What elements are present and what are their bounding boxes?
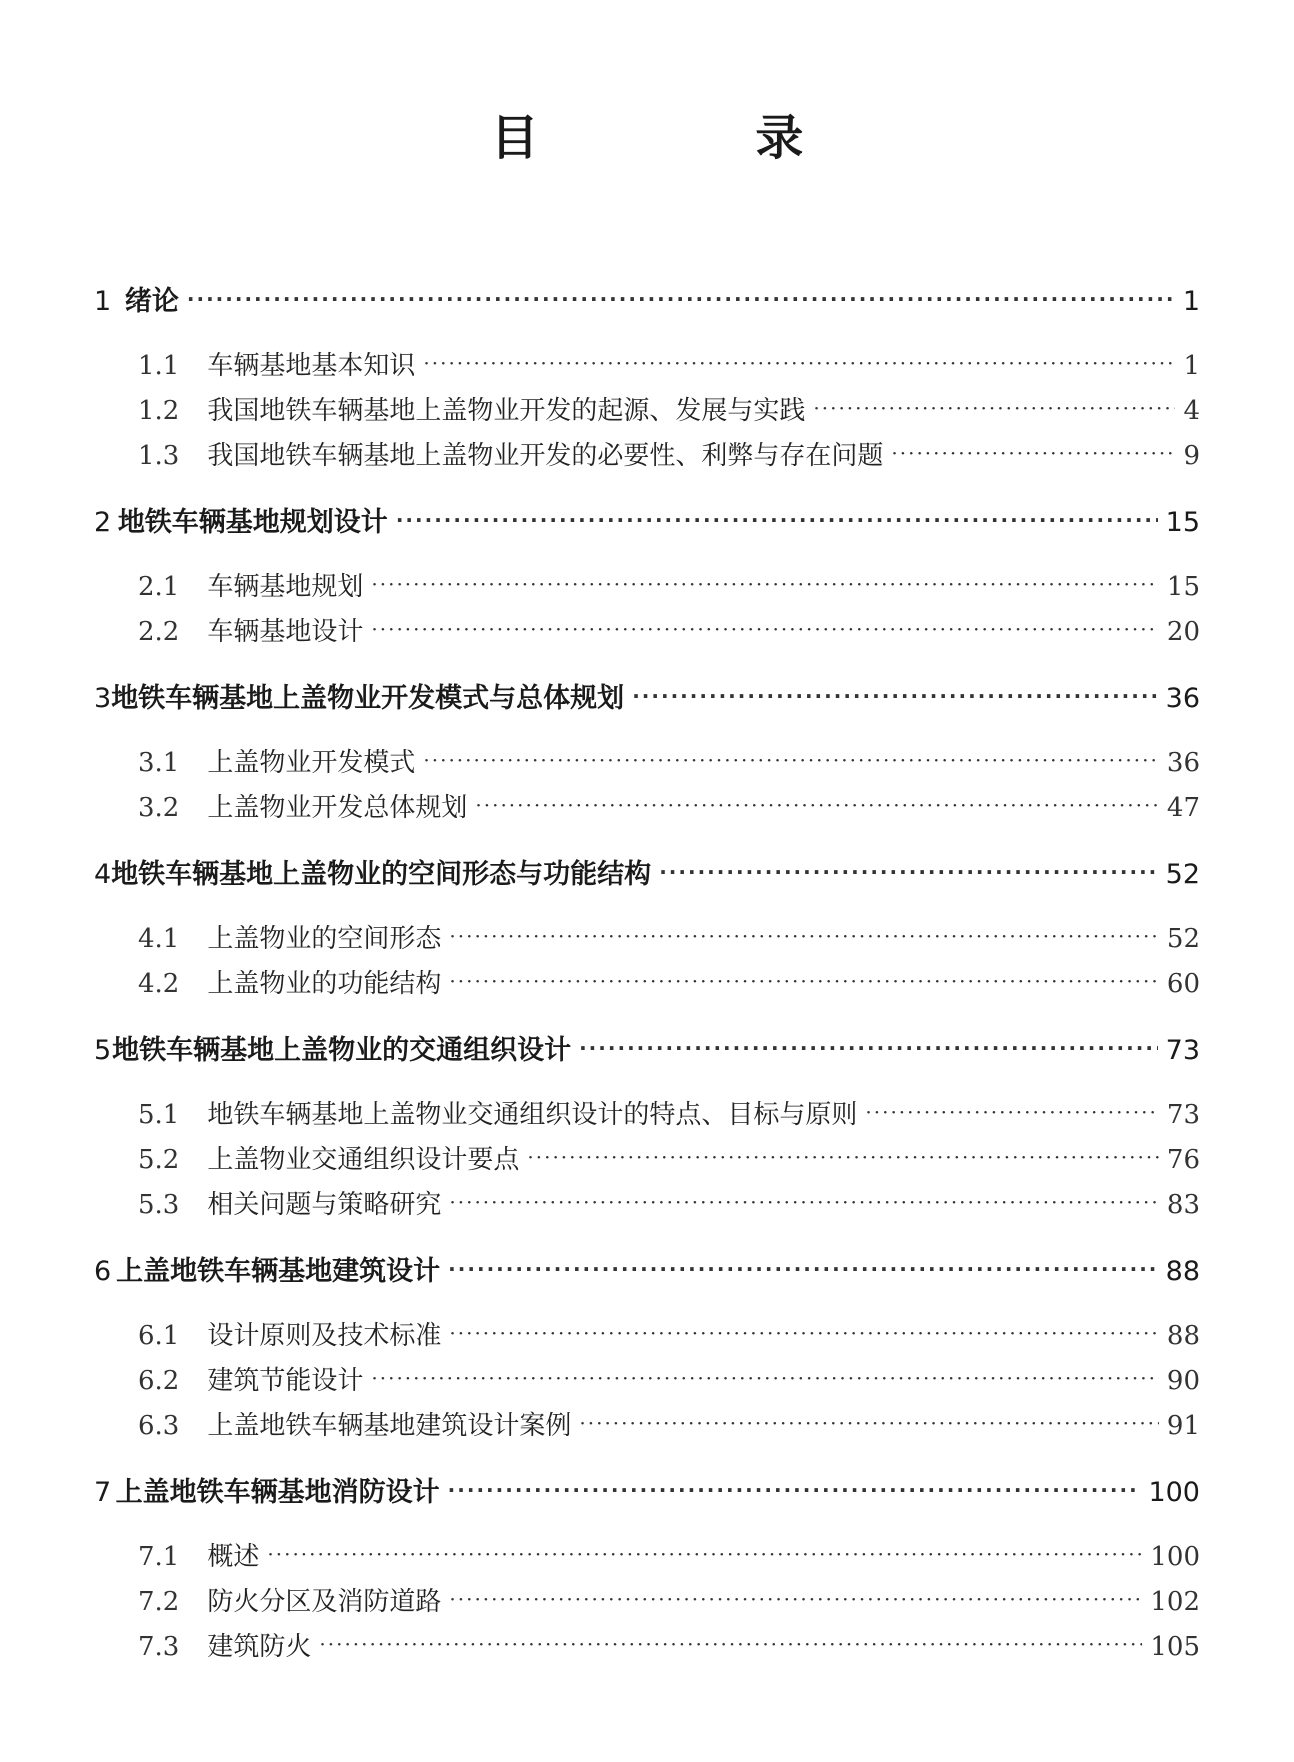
dot-leader [891,431,1175,476]
section-page-number: 52 [1166,924,1200,954]
toc-section-entry[interactable] [94,1625,1200,1670]
toc-section-entry[interactable] [94,1093,1200,1138]
section-page-number: 90 [1166,1366,1200,1396]
toc-chapter [94,853,1200,1007]
toc-chapter-entry[interactable] [94,853,1200,897]
toc-section-entry[interactable] [94,1359,1200,1404]
chapter-page-number: 52 [1165,859,1200,890]
toc-section-entry[interactable] [94,1404,1200,1449]
section-title: 上盖地铁车辆基地建筑设计案例 [207,1411,572,1441]
section-page-number: 102 [1150,1587,1200,1617]
dot-leader [659,850,1157,894]
section-title: 上盖物业的功能结构 [207,969,442,999]
chapter-title: 上盖地铁车辆基地消防设计 [115,1477,440,1508]
dot-leader [371,607,1159,652]
section-title: 设计原则及技术标准 [207,1321,442,1351]
section-number: 7.3 [138,1632,180,1662]
section-number: 3.1 [138,748,180,778]
section-page-number: 36 [1166,748,1200,778]
section-page-number: 20 [1166,617,1200,647]
section-number: 7.2 [138,1587,180,1617]
section-number: 4.1 [138,924,180,954]
section-title: 概述 [207,1542,260,1572]
toc-section-entry[interactable] [94,1535,1200,1580]
section-title: 地铁车辆基地上盖物业交通组织设计的特点、目标与原则 [207,1100,858,1130]
toc-chapter-entry[interactable] [94,1029,1200,1073]
section-number: 2.1 [138,572,180,602]
chapter-title: 地铁车辆基地规划设计 [117,507,388,538]
toc-chapter [94,1029,1200,1228]
dot-leader [449,1311,1159,1356]
toc-chapter-entry[interactable] [94,1471,1200,1515]
chapter-title: 绪论 [124,286,179,317]
section-title: 建筑防火 [207,1632,312,1662]
toc-chapter-entry[interactable] [94,1250,1200,1294]
section-title: 上盖物业的空间形态 [207,924,442,954]
section-number: 7.1 [138,1542,180,1572]
section-title: 车辆基地设计 [207,617,364,647]
toc-section-entry[interactable] [94,962,1200,1007]
section-title: 车辆基地基本知识 [207,351,416,381]
dot-leader [632,674,1157,718]
chapter-page-number: 100 [1148,1477,1200,1508]
dot-leader [579,1026,1158,1070]
section-page-number: 88 [1166,1321,1200,1351]
section-number: 1.1 [138,351,180,381]
toc-chapter [94,501,1200,655]
toc-section-entry[interactable] [94,344,1200,389]
chapter-title: 地铁车辆基地上盖物业开发模式与总体规划 [111,683,625,714]
toc-section-entry[interactable] [94,434,1200,479]
dot-leader [319,1622,1142,1667]
chapter-page-number: 1 [1182,286,1200,317]
section-number: 6.1 [138,1321,180,1351]
toc-chapter [94,1471,1200,1670]
dot-leader [423,341,1175,386]
toc-chapter [94,280,1200,479]
dot-leader [579,1401,1159,1446]
dot-leader [813,386,1175,431]
dot-leader [396,498,1158,542]
section-title: 上盖物业交通组织设计要点 [207,1145,520,1175]
section-title: 我国地铁车辆基地上盖物业开发的必要性、利弊与存在问题 [207,441,884,471]
dot-leader [371,562,1159,607]
dot-leader [527,1135,1159,1180]
section-number: 2.2 [138,617,180,647]
chapter-number: 4 [94,859,112,890]
section-title: 车辆基地规划 [207,572,364,602]
chapter-page-number: 36 [1165,683,1200,714]
section-number: 5.1 [138,1100,180,1130]
section-number: 1.3 [138,441,180,471]
toc-chapter-entry[interactable] [94,280,1200,324]
section-number: 3.2 [138,793,180,823]
section-page-number: 47 [1166,793,1200,823]
chapter-page-number: 73 [1165,1035,1200,1066]
section-number: 6.2 [138,1366,180,1396]
toc-section-entry[interactable] [94,1183,1200,1228]
dot-leader [187,277,1175,321]
dot-leader [475,783,1159,828]
section-page-number: 76 [1166,1145,1200,1175]
section-number: 4.2 [138,969,180,999]
chapter-page-number: 15 [1165,507,1200,538]
chapter-number: 7 [94,1477,112,1508]
chapter-number: 1 [94,286,112,317]
toc-section-entry[interactable] [94,1314,1200,1359]
dot-leader [423,738,1159,783]
chapter-number: 3 [94,683,112,714]
dot-leader [449,1180,1159,1225]
toc-section-entry[interactable] [94,1138,1200,1183]
chapter-title: 地铁车辆基地上盖物业的空间形态与功能结构 [111,859,652,890]
section-title: 防火分区及消防道路 [207,1587,442,1617]
toc-section-entry[interactable] [94,389,1200,434]
section-title: 建筑节能设计 [207,1366,364,1396]
toc-section-entry[interactable] [94,610,1200,655]
section-title: 我国地铁车辆基地上盖物业开发的起源、发展与实践 [207,396,806,426]
chapter-number: 2 [94,507,112,538]
section-title: 上盖物业开发总体规划 [207,793,468,823]
section-page-number: 83 [1166,1190,1200,1220]
toc-section-entry[interactable] [94,786,1200,831]
dot-leader [267,1532,1142,1577]
table-of-contents [94,280,1200,1692]
section-title: 相关问题与策略研究 [207,1190,442,1220]
section-number: 5.3 [138,1190,180,1220]
toc-section-entry[interactable] [94,565,1200,610]
section-page-number: 9 [1183,441,1200,471]
chapter-title: 地铁车辆基地上盖物业的交通组织设计 [112,1035,572,1066]
dot-leader [448,1468,1141,1512]
toc-chapter [94,1250,1200,1449]
section-number: 1.2 [138,396,180,426]
chapter-number: 6 [94,1256,112,1287]
toc-chapter-entry[interactable] [94,677,1200,721]
section-number: 6.3 [138,1411,180,1441]
section-title: 上盖物业开发模式 [207,748,416,778]
section-number: 5.2 [138,1145,180,1175]
section-page-number: 73 [1166,1100,1200,1130]
section-page-number: 4 [1183,396,1200,426]
dot-leader [449,1577,1142,1622]
toc-chapter-entry[interactable] [94,501,1200,545]
section-page-number: 1 [1183,351,1200,381]
dot-leader [371,1356,1159,1401]
toc-section-entry[interactable] [94,741,1200,786]
section-page-number: 100 [1150,1542,1200,1572]
chapter-number: 5 [94,1035,112,1066]
chapter-title: 上盖地铁车辆基地建筑设计 [116,1256,441,1287]
dot-leader [449,914,1159,959]
toc-chapter [94,677,1200,831]
toc-section-entry[interactable] [94,1580,1200,1625]
toc-section-entry[interactable] [94,917,1200,962]
dot-leader [449,959,1159,1004]
dot-leader [448,1247,1157,1291]
section-page-number: 105 [1150,1632,1200,1662]
page-title: 目 录 [490,110,904,166]
section-page-number: 60 [1166,969,1200,999]
section-page-number: 15 [1166,572,1200,602]
chapter-page-number: 88 [1165,1256,1200,1287]
dot-leader [865,1090,1159,1135]
section-page-number: 91 [1166,1411,1200,1441]
